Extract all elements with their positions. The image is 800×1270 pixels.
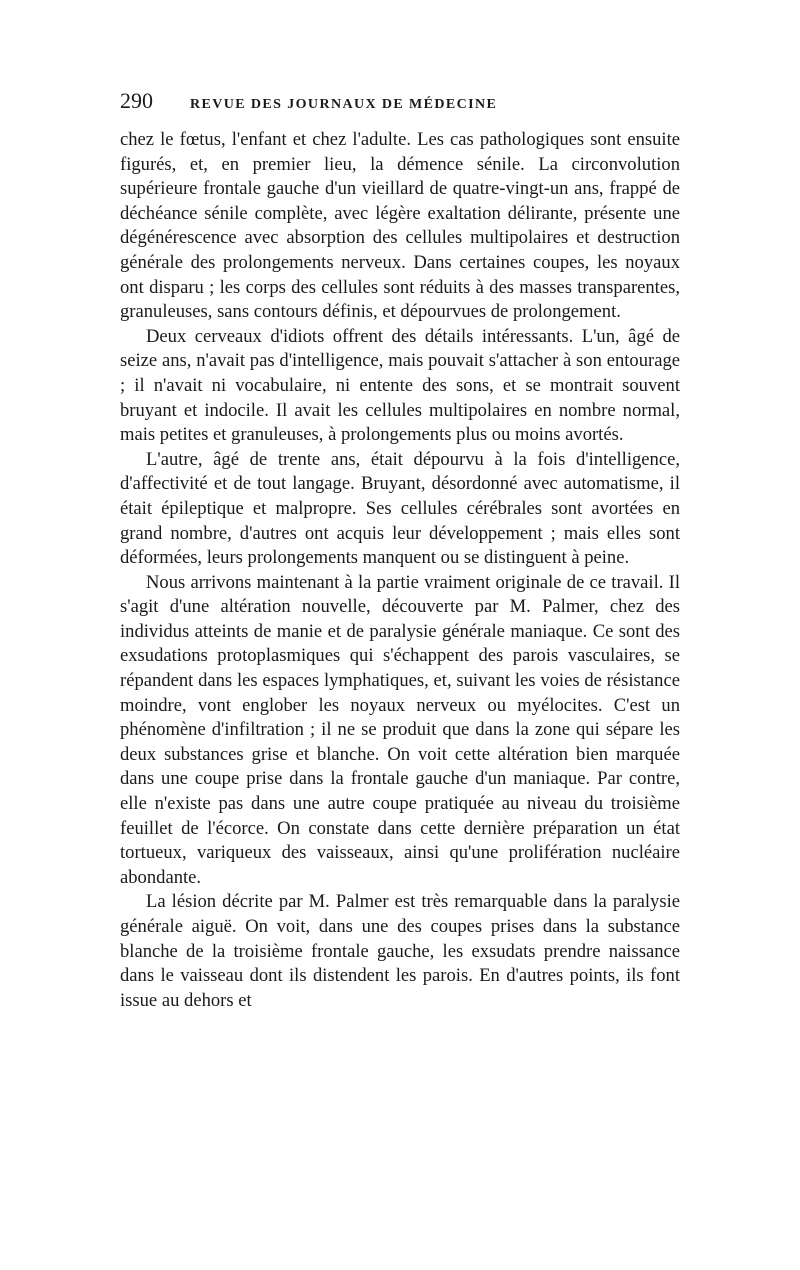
page-number: 290 [120,88,153,113]
paragraph: La lésion décrite par M. Palmer est très remarquable dans la paralysie générale aiguë. On voit, dans une des coupes prises dans la substance blanche de la troisième frontale gauche, les exsudats prendre naissance dans le vaisseau dont ils distendent les parois. En d'autres points, ils font issue au dehors et [120,891,680,1011]
running-head [120,88,680,124]
journal-title: REVUE DES JOURNAUX DE MÉDECINE [190,97,498,112]
page [120,88,680,1013]
paragraph: L'autre, âgé de trente ans, était dépourvu à la fois d'intelligence, d'affectivité et de tout langage. Bruyant, désordonné avec automatisme, il était épileptique et malpropre. Ses cellules cérébrales sont avortées en grand nombre, d'autres ont acquis leur développement ; mais elles sont déformées, leurs prolongements manquent ou se distinguent à peine. [120,448,680,569]
paragraph: Nous arrivons maintenant à la partie vraiment originale de ce travail. Il s'agit d'une altération nouvelle, découverte par M. Palmer, chez des individus atteints de manie et de paralysie générale maniaque. Ce sont des exsudations protoplasmiques qui s'échappent des parois vasculaires, se répandent dans les espaces lymphatiques, et, suivant les voies de résistance moindre, vont englober les noyaux nerveux ou myélocites. C'est un phénomène d'infiltration ; il ne se produit que dans la zone qui sépare les deux substances grise et blanche. On voit cette altération bien marquée dans une coupe prise dans la frontale gauche d'un maniaque. Par contre, elle n'existe pas dans une autre coupe pratiquée au niveau du troisième feuillet de l'écorce. On constate dans cette dernière préparation un état tortueux, variqueux des vaisseaux, ainsi qu'une prolifération nucléaire abondante. [120,571,680,888]
paragraph: chez le fœtus, l'enfant et chez l'adulte. Les cas pathologiques sont ensuite figurés, et, en premier lieu, la démence sénile. La circonvolution supérieure frontale gauche d'un vieillard de quatre-vingt-un ans, frappé de déchéance sénile complète, avec légère exaltation délirante, présente une dégénérescence avec absorption des cellules multipolaires et destruction générale des prolongements nerveux. Dans certaines coupes, les noyaux ont disparu ; les corps des cellules sont réduits à des masses transparentes, granuleuses, sans contours définis, et dépourvues de prolongement. [120,129,680,323]
paragraph: Deux cerveaux d'idiots offrent des détails intéressants. L'un, âgé de seize ans, n'avait pas d'intelligence, mais pouvait s'attacher à son entourage ; il n'avait ni vocabulaire, ni entente des sons, et se montrait souvent bruyant et indocile. Il avait les cellules multipolaires en nombre normal, mais petites et granuleuses, à prolongements plus ou moins avortés. [120,325,680,446]
body-text [120,128,680,1013]
